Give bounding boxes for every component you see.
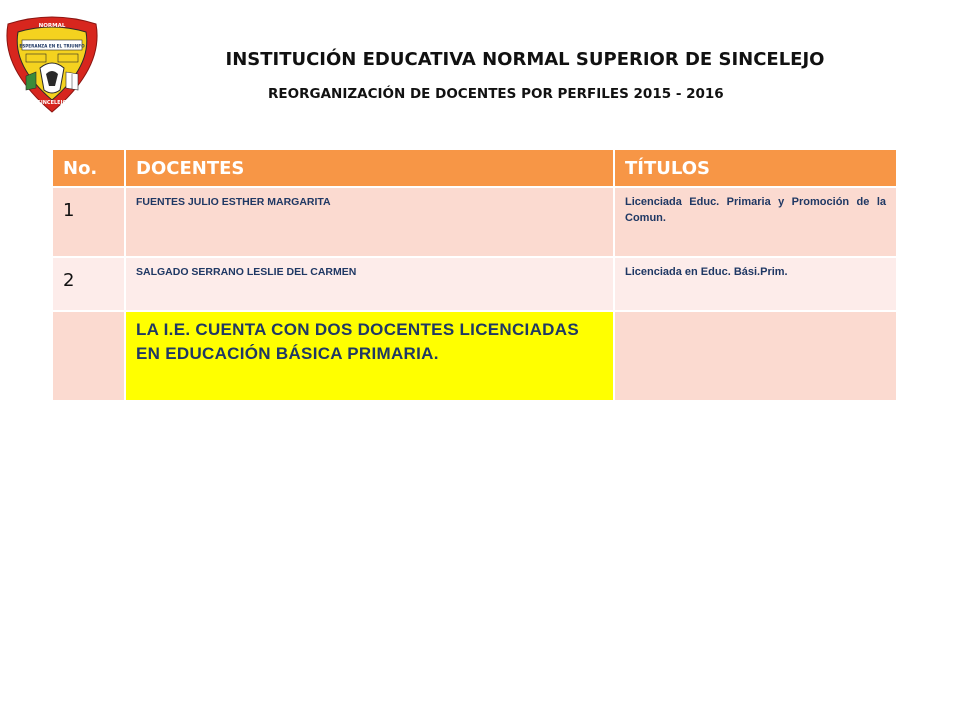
- page-title: INSTITUCIÓN EDUCATIVA NORMAL SUPERIOR DE SINCELEJO: [225, 49, 825, 70]
- row-docente: SALGADO SERRANO LESLIE DEL CARMEN: [125, 257, 614, 311]
- row-number: 2: [52, 257, 125, 311]
- teachers-table: [51, 148, 898, 402]
- table-header-row: [52, 149, 897, 187]
- column-header-titulos: TÍTULOS: [614, 149, 897, 187]
- logo-ring-bottom: SINCELEJO: [37, 100, 67, 106]
- logo-ring-top: NORMAL: [38, 23, 66, 29]
- row-docente: FUENTES JULIO ESTHER MARGARITA: [125, 187, 614, 257]
- column-header-docentes: DOCENTES: [125, 149, 614, 187]
- empty-cell: [614, 311, 897, 401]
- table-row: [52, 257, 897, 311]
- table-row-summary: [52, 311, 897, 401]
- page-subtitle: REORGANIZACIÓN DE DOCENTES POR PERFILES 2015 - 2016: [268, 86, 724, 102]
- logo-motto: ESPERANZA EN EL TRIUNFO: [19, 43, 85, 49]
- table-row: [52, 187, 897, 257]
- column-header-number: No.: [52, 149, 125, 187]
- row-titulo: Licenciada Educ. Primaria y Promoción de la Comun.: [614, 187, 897, 257]
- empty-cell: [52, 311, 125, 401]
- row-titulo: Licenciada en Educ. Bási.Prim.: [614, 257, 897, 311]
- summary-note: LA I.E. CUENTA CON DOS DOCENTES LICENCIADAS EN EDUCACIÓN BÁSICA PRIMARIA.: [125, 311, 614, 401]
- row-number: 1: [52, 187, 125, 257]
